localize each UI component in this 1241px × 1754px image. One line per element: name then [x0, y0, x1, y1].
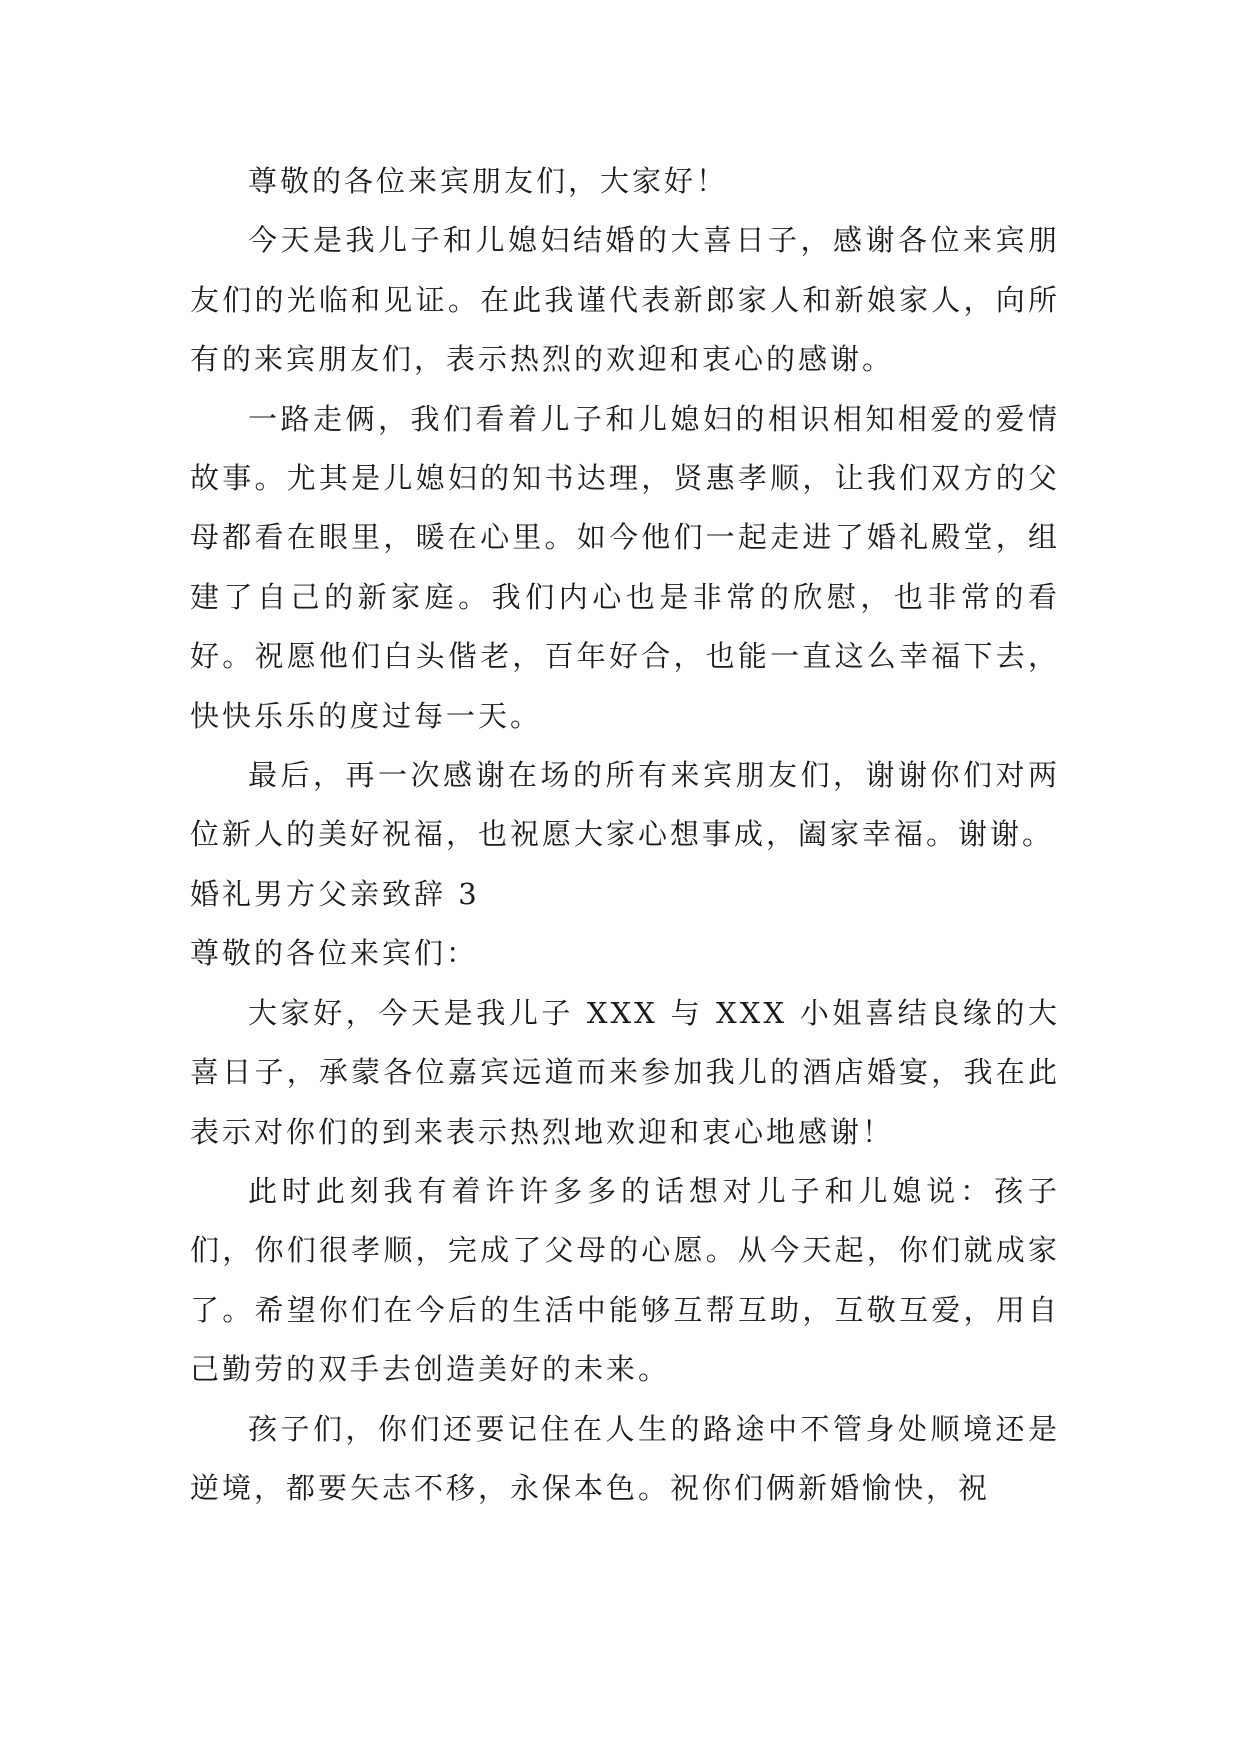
- body-paragraph: 一路走俩，我们看着儿子和儿媳妇的相识相知相爱的爱情故事。尤其是儿媳妇的知书达理，贤惠孝顺，让我们双方的父母都看在眼里，暖在心里。如今他们一起走进了婚礼殿堂，组建了自己的新家庭。我们内心也是非常的欣慰，也非常的看好。祝愿他们白头偕老，百年好合，也能一直这么幸福下去，快快乐乐的度过每一天。: [190, 401, 1060, 733]
- salutation-line: 尊敬的各位来宾们：: [190, 936, 479, 971]
- body-paragraph: 此时此刻我有着许许多多的话想对儿子和儿媳说：孩子们，你们很孝顺，完成了父母的心愿。从今天起，你们就成家了。希望你们在今后的生活中能够互帮互助，互敬互爱，用自己勤劳的双手去创造美好的未来。: [190, 1173, 1060, 1387]
- section-heading: 婚礼男方父亲致辞 3: [190, 876, 480, 911]
- body-paragraph: 今天是我儿子和儿媳妇结婚的大喜日子，感谢各位来宾朋友们的光临和见证。在此我谨代表新郎家人和新娘家人，向所有的来宾朋友们，表示热烈的欢迎和衷心的感谢。: [190, 223, 1060, 377]
- body-paragraph: 大家好，今天是我儿子 XXX 与 XXX 小姐喜结良缘的大喜日子，承蒙各位嘉宾远道而来参加我儿的酒店婚宴，我在此表示对你们的到来表示热烈地欢迎和衷心地感谢！: [190, 995, 1060, 1149]
- body-paragraph: 孩子们，你们还要记住在人生的路途中不管身处顺境还是逆境，都要矢志不移，永保本色。祝你们俩新婚愉快，祝: [190, 1411, 1060, 1505]
- greeting-paragraph: 尊敬的各位来宾朋友们，大家好！: [248, 164, 729, 198]
- closing-paragraph: 最后，再一次感谢在场的所有来宾朋友们，谢谢你们对两位新人的美好祝福，也祝愿大家心想事成，阖家幸福。谢谢。: [190, 758, 1060, 852]
- document-body: [190, 152, 1060, 1518]
